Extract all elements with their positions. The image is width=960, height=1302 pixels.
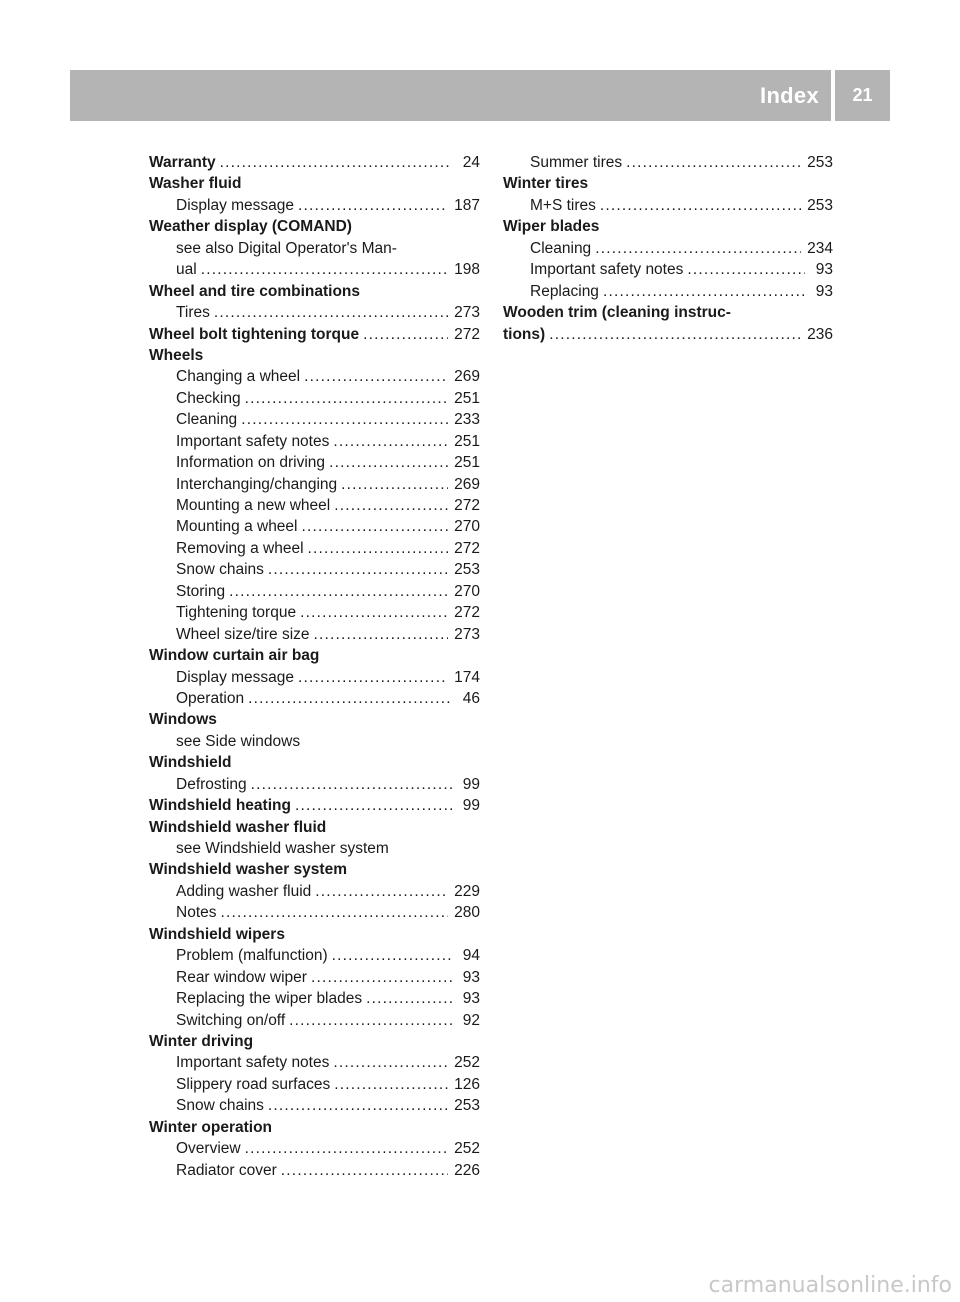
index-see-also: see Windshield washer system bbox=[176, 840, 389, 857]
entry-page-number[interactable]: 46 bbox=[462, 689, 480, 707]
index-subentry[interactable] bbox=[149, 474, 480, 495]
entry-label: Notes bbox=[176, 904, 217, 922]
entry-label: Tires bbox=[176, 304, 210, 322]
index-subentry[interactable] bbox=[149, 302, 480, 323]
leader-dots bbox=[332, 945, 452, 966]
leader-dots bbox=[251, 774, 452, 795]
entry-page-number[interactable]: 99 bbox=[462, 797, 480, 815]
entry-page-number[interactable]: 236 bbox=[807, 325, 833, 343]
leader-dots bbox=[341, 474, 448, 495]
leader-dots bbox=[600, 195, 801, 216]
index-entry bbox=[149, 345, 480, 366]
section-title: Index bbox=[760, 83, 819, 108]
leader-dots bbox=[304, 366, 448, 387]
index-entry bbox=[149, 817, 480, 838]
leader-dots bbox=[333, 1052, 448, 1073]
entry-page-number[interactable]: 174 bbox=[454, 668, 480, 686]
entry-label: M+S tires bbox=[530, 196, 596, 214]
entry-label: Interchanging/changing bbox=[176, 475, 338, 493]
index-see-also: see also Digital Operator's Man- bbox=[176, 239, 397, 257]
index-subentry[interactable] bbox=[503, 152, 833, 173]
leader-dots bbox=[329, 452, 448, 473]
entry-label: Wheels bbox=[149, 346, 204, 364]
entry-page-number[interactable]: 24 bbox=[462, 154, 480, 171]
index-subentry[interactable] bbox=[149, 1160, 480, 1181]
entry-page-number[interactable]: 226 bbox=[454, 1161, 480, 1179]
leader-dots bbox=[308, 538, 449, 559]
leader-dots bbox=[241, 409, 448, 430]
entry-label: Mounting a wheel bbox=[176, 518, 298, 536]
entry-page-number[interactable]: 272 bbox=[454, 497, 480, 514]
leader-dots bbox=[245, 388, 449, 409]
index-subentry[interactable] bbox=[149, 259, 480, 280]
entry-label: Important safety notes bbox=[176, 432, 330, 450]
entry-label: Changing a wheel bbox=[176, 368, 301, 386]
entry-page-number[interactable]: 253 bbox=[454, 561, 480, 579]
leader-dots bbox=[626, 152, 801, 173]
entry-label: Windshield wipers bbox=[149, 925, 285, 943]
entry-label: Wiper blades bbox=[503, 218, 600, 236]
index-subentry[interactable] bbox=[149, 581, 480, 602]
entry-label: Removing a wheel bbox=[176, 539, 304, 557]
leader-dots bbox=[248, 688, 452, 709]
leader-dots bbox=[595, 238, 801, 259]
entry-page-number[interactable]: 252 bbox=[454, 1140, 480, 1158]
entry-page-number[interactable]: 93 bbox=[815, 282, 833, 300]
entry-label: Tightening torque bbox=[176, 604, 297, 622]
index-subentry[interactable] bbox=[149, 945, 480, 966]
index-subentry[interactable] bbox=[503, 238, 833, 259]
entry-label: Important safety notes bbox=[176, 1054, 330, 1072]
entry-page-number[interactable]: 270 bbox=[454, 582, 480, 600]
index-entry bbox=[503, 173, 833, 194]
leader-dots bbox=[315, 881, 448, 902]
leader-dots bbox=[268, 559, 448, 580]
entry-label: Overview bbox=[176, 1140, 241, 1158]
leader-dots bbox=[314, 624, 449, 645]
header-bar bbox=[70, 70, 831, 121]
index-entry bbox=[149, 709, 480, 730]
entry-label: Cleaning bbox=[530, 239, 592, 257]
entry-label: Operation bbox=[176, 689, 245, 707]
entry-label: Switching on/off bbox=[176, 1011, 286, 1029]
leader-dots bbox=[549, 324, 801, 345]
entry-page-number[interactable]: 272 bbox=[454, 539, 480, 557]
leader-dots bbox=[302, 516, 449, 537]
entry-label: Wooden trim (cleaning instruc- bbox=[503, 304, 731, 322]
leader-dots bbox=[366, 988, 452, 1009]
index-subentry[interactable] bbox=[149, 366, 480, 387]
index-subentry[interactable] bbox=[149, 988, 480, 1009]
entry-label: ual bbox=[176, 261, 197, 279]
entry-label: Slippery road surfaces bbox=[176, 1075, 331, 1093]
index-entry bbox=[149, 173, 480, 194]
index-subentry[interactable] bbox=[149, 516, 480, 537]
entry-label: Windows bbox=[149, 711, 217, 729]
index-subentry[interactable] bbox=[149, 195, 480, 216]
entry-label: Adding washer fluid bbox=[176, 882, 312, 900]
entry-page-number[interactable]: 229 bbox=[454, 882, 480, 900]
entry-page-number[interactable]: 273 bbox=[454, 304, 480, 322]
entry-label: Window curtain air bag bbox=[149, 647, 320, 665]
entry-label: Washer fluid bbox=[149, 175, 242, 193]
leader-dots bbox=[295, 795, 452, 816]
index-subentry[interactable] bbox=[149, 388, 480, 409]
entry-page-number[interactable]: 251 bbox=[454, 454, 480, 472]
entry-page-number[interactable]: 272 bbox=[454, 325, 480, 343]
entry-label: Checking bbox=[176, 389, 241, 407]
entry-label: Storing bbox=[176, 582, 226, 600]
index-entry bbox=[149, 645, 480, 666]
leader-dots bbox=[334, 1074, 448, 1095]
entry-page-number[interactable]: 93 bbox=[815, 261, 833, 279]
entry-label: Replacing bbox=[530, 282, 599, 300]
leader-dots bbox=[334, 495, 448, 516]
index-subentry[interactable] bbox=[149, 667, 480, 688]
index-subentry[interactable] bbox=[149, 688, 480, 709]
index-column-right bbox=[503, 152, 833, 345]
entry-page-number[interactable]: 233 bbox=[454, 411, 480, 429]
leader-dots bbox=[268, 1095, 448, 1116]
index-subentry[interactable] bbox=[149, 538, 480, 559]
entry-page-number[interactable]: 273 bbox=[454, 625, 480, 643]
entry-label: Rear window wiper bbox=[176, 968, 307, 986]
leader-dots bbox=[603, 281, 805, 302]
entry-page-number[interactable]: 93 bbox=[462, 968, 480, 986]
entry-label: tions) bbox=[503, 325, 546, 343]
index-subentry[interactable] bbox=[149, 1138, 480, 1159]
index-subentry[interactable] bbox=[503, 281, 833, 302]
index-subentry[interactable] bbox=[149, 431, 480, 452]
index-entry[interactable] bbox=[149, 152, 480, 173]
entry-page-number[interactable]: 253 bbox=[807, 196, 833, 214]
entry-label: Wheel and tire combinations bbox=[149, 282, 360, 300]
index-entry bbox=[149, 859, 480, 880]
entry-label: Winter operation bbox=[149, 1118, 273, 1136]
entry-label: Windshield bbox=[149, 754, 232, 772]
index-subentry[interactable] bbox=[503, 259, 833, 280]
entry-page-number[interactable]: 280 bbox=[454, 904, 480, 922]
entry-label: Windshield washer fluid bbox=[149, 818, 327, 836]
entry-label: Windshield washer system bbox=[149, 861, 347, 879]
entry-page-number[interactable]: 253 bbox=[807, 154, 833, 171]
entry-label: Warranty bbox=[149, 154, 216, 171]
entry-label: Weather display (COMAND) bbox=[149, 218, 352, 236]
index-subentry[interactable] bbox=[149, 1074, 480, 1095]
index-subentry[interactable] bbox=[149, 967, 480, 988]
entry-label: Information on driving bbox=[176, 454, 326, 472]
leader-dots bbox=[289, 1010, 452, 1031]
entry-label: Snow chains bbox=[176, 561, 264, 579]
entry-label: Replacing the wiper blades bbox=[176, 990, 363, 1008]
watermark: carmanualsonline.info bbox=[708, 1273, 952, 1298]
entry-page-number[interactable]: 93 bbox=[462, 990, 480, 1008]
index-see-also: see Side windows bbox=[176, 732, 301, 750]
index-entry bbox=[149, 1117, 480, 1138]
leader-dots bbox=[221, 902, 449, 923]
entry-label: Display message bbox=[176, 196, 295, 214]
entry-label: Cleaning bbox=[176, 411, 238, 429]
index-subentry[interactable] bbox=[149, 409, 480, 430]
index-subentry[interactable] bbox=[149, 559, 480, 580]
entry-label: Important safety notes bbox=[530, 261, 684, 279]
leader-dots bbox=[298, 195, 448, 216]
leader-dots bbox=[311, 967, 452, 988]
leader-dots bbox=[687, 259, 805, 280]
entry-label: Mounting a new wheel bbox=[176, 497, 331, 514]
index-entry bbox=[503, 302, 833, 323]
index-subentry[interactable] bbox=[149, 452, 480, 473]
leader-dots bbox=[220, 152, 452, 173]
entry-page-number[interactable]: 272 bbox=[454, 604, 480, 622]
index-subentry[interactable] bbox=[149, 1010, 480, 1031]
leader-dots bbox=[281, 1160, 448, 1181]
entry-label: Summer tires bbox=[530, 154, 623, 171]
entry-page-number[interactable]: 92 bbox=[462, 1011, 480, 1029]
index-entry[interactable] bbox=[503, 324, 833, 345]
leader-dots bbox=[201, 259, 448, 280]
index-subentry[interactable] bbox=[149, 902, 480, 923]
entry-page-number[interactable]: 251 bbox=[454, 432, 480, 450]
entry-page-number[interactable]: 198 bbox=[454, 261, 480, 279]
index-entry[interactable] bbox=[149, 795, 480, 816]
entry-page-number[interactable]: 126 bbox=[454, 1075, 480, 1093]
entry-page-number[interactable]: 252 bbox=[454, 1054, 480, 1072]
entry-page-number[interactable]: 251 bbox=[454, 389, 480, 407]
entry-page-number[interactable]: 269 bbox=[454, 475, 480, 493]
index-entry bbox=[503, 216, 833, 237]
index-entry bbox=[149, 281, 480, 302]
entry-label: Problem (malfunction) bbox=[176, 947, 328, 965]
entry-label: Winter tires bbox=[503, 175, 589, 193]
leader-dots bbox=[300, 602, 448, 623]
index-entry bbox=[149, 216, 480, 237]
entry-label: Defrosting bbox=[176, 775, 247, 793]
leader-dots bbox=[298, 667, 448, 688]
index-subentry[interactable] bbox=[149, 1095, 480, 1116]
index-subentry[interactable] bbox=[149, 602, 480, 623]
index-subentry[interactable] bbox=[149, 495, 480, 516]
index-subentry[interactable] bbox=[503, 195, 833, 216]
leader-dots bbox=[333, 431, 448, 452]
entry-label: Display message bbox=[176, 668, 295, 686]
entry-label: Wheel bolt tightening torque bbox=[149, 325, 360, 343]
index-subentry[interactable] bbox=[149, 881, 480, 902]
entry-label: Windshield heating bbox=[149, 797, 291, 815]
index-entry[interactable] bbox=[149, 324, 480, 345]
entry-label: Snow chains bbox=[176, 1097, 264, 1115]
entry-page-number[interactable]: 94 bbox=[462, 947, 480, 965]
entry-label: Wheel size/tire size bbox=[176, 625, 310, 643]
leader-dots bbox=[229, 581, 448, 602]
index-subentry[interactable] bbox=[149, 1052, 480, 1073]
entry-page-number[interactable]: 270 bbox=[454, 518, 480, 536]
entry-label: Winter driving bbox=[149, 1032, 254, 1050]
leader-dots bbox=[363, 324, 448, 345]
index-subentry[interactable] bbox=[149, 774, 480, 795]
entry-page-number[interactable]: 187 bbox=[454, 196, 480, 214]
entry-page-number[interactable]: 253 bbox=[454, 1097, 480, 1115]
entry-page-number[interactable]: 234 bbox=[807, 239, 833, 257]
entry-page-number[interactable]: 269 bbox=[454, 368, 480, 386]
index-entry bbox=[149, 924, 480, 945]
index-column-left bbox=[149, 152, 480, 1181]
leader-dots bbox=[214, 302, 448, 323]
entry-page-number[interactable]: 99 bbox=[462, 775, 480, 793]
index-entry bbox=[149, 1031, 480, 1052]
page-number: 21 bbox=[835, 70, 890, 121]
index-entry bbox=[149, 752, 480, 773]
leader-dots bbox=[245, 1138, 449, 1159]
entry-label: Radiator cover bbox=[176, 1161, 277, 1179]
index-subentry[interactable] bbox=[149, 624, 480, 645]
